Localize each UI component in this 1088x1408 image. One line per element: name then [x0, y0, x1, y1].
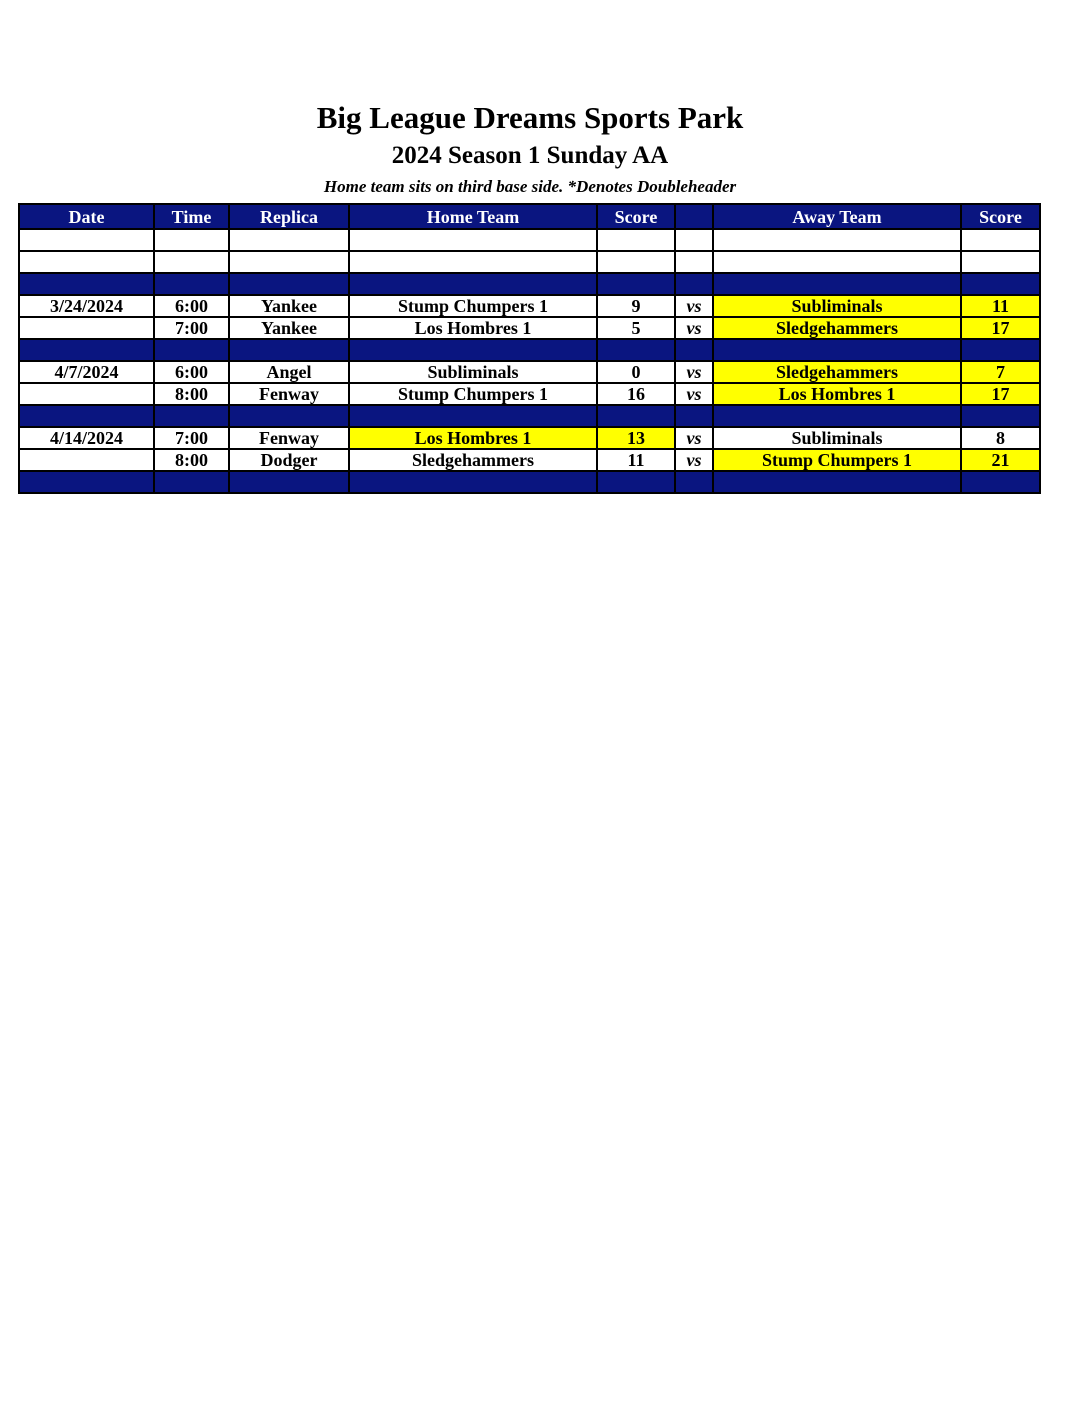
col-header-away-team: Away Team [713, 204, 961, 229]
home-team-cell: Stump Chumpers 1 [349, 295, 597, 317]
home-score-cell: 16 [597, 383, 675, 405]
vs-cell: vs [675, 361, 713, 383]
table-row [19, 427, 1040, 449]
date-cell [19, 449, 154, 471]
away-team-cell: Stump Chumpers 1 [713, 449, 961, 471]
vs-cell: vs [675, 383, 713, 405]
date-cell: 4/7/2024 [19, 361, 154, 383]
time-cell: 8:00 [154, 449, 229, 471]
table-row [19, 317, 1040, 339]
col-header-replica: Replica [229, 204, 349, 229]
home-team-cell: Subliminals [349, 361, 597, 383]
table-row [19, 449, 1040, 471]
col-header-date: Date [19, 204, 154, 229]
away-team-cell: Sledgehammers [713, 317, 961, 339]
vs-cell: vs [675, 295, 713, 317]
home-score-cell: 5 [597, 317, 675, 339]
away-score-cell: 11 [961, 295, 1040, 317]
date-cell [19, 317, 154, 339]
time-cell: 6:00 [154, 295, 229, 317]
replica-cell: Yankee [229, 317, 349, 339]
away-team-cell: Subliminals [713, 427, 961, 449]
away-team-cell: Sledgehammers [713, 361, 961, 383]
col-header-time: Time [154, 204, 229, 229]
empty-row [19, 229, 1040, 251]
date-cell [19, 383, 154, 405]
home-team-cell: Los Hombres 1 [349, 427, 597, 449]
away-team-cell: Subliminals [713, 295, 961, 317]
page-subtitle: 2024 Season 1 Sunday AA [391, 142, 669, 169]
time-cell: 6:00 [154, 361, 229, 383]
separator-row [19, 405, 1040, 427]
away-score-cell: 17 [961, 383, 1040, 405]
time-cell: 8:00 [154, 383, 229, 405]
separator-row [19, 471, 1040, 493]
away-score-cell: 8 [961, 427, 1040, 449]
separator-row [19, 273, 1040, 295]
empty-row [19, 251, 1040, 273]
home-score-cell: 13 [597, 427, 675, 449]
vs-cell: vs [675, 317, 713, 339]
col-header-away-score: Score [961, 204, 1040, 229]
home-score-cell: 11 [597, 449, 675, 471]
home-team-cell: Los Hombres 1 [349, 317, 597, 339]
date-cell: 4/14/2024 [19, 427, 154, 449]
home-team-cell: Stump Chumpers 1 [349, 383, 597, 405]
table-row [19, 383, 1040, 405]
col-header-home-team: Home Team [349, 204, 597, 229]
col-header-vs [675, 204, 713, 229]
replica-cell: Fenway [229, 383, 349, 405]
date-cell: 3/24/2024 [19, 295, 154, 317]
vs-cell: vs [675, 449, 713, 471]
away-score-cell: 17 [961, 317, 1040, 339]
replica-cell: Yankee [229, 295, 349, 317]
table-row [19, 361, 1040, 383]
time-cell: 7:00 [154, 317, 229, 339]
home-team-cell: Sledgehammers [349, 449, 597, 471]
away-score-cell: 21 [961, 449, 1040, 471]
table-row [19, 295, 1040, 317]
col-header-home-score: Score [597, 204, 675, 229]
away-team-cell: Los Hombres 1 [713, 383, 961, 405]
replica-cell: Angel [229, 361, 349, 383]
replica-cell: Dodger [229, 449, 349, 471]
home-score-cell: 9 [597, 295, 675, 317]
away-score-cell: 7 [961, 361, 1040, 383]
time-cell: 7:00 [154, 427, 229, 449]
schedule-table [18, 203, 1041, 494]
vs-cell: vs [675, 427, 713, 449]
home-score-cell: 0 [597, 361, 675, 383]
replica-cell: Fenway [229, 427, 349, 449]
separator-row [19, 339, 1040, 361]
table-header-row [19, 204, 1040, 229]
page-note: Home team sits on third base side. *Denotes Doubleheader [323, 177, 737, 196]
page-title: Big League Dreams Sports Park [316, 100, 744, 135]
